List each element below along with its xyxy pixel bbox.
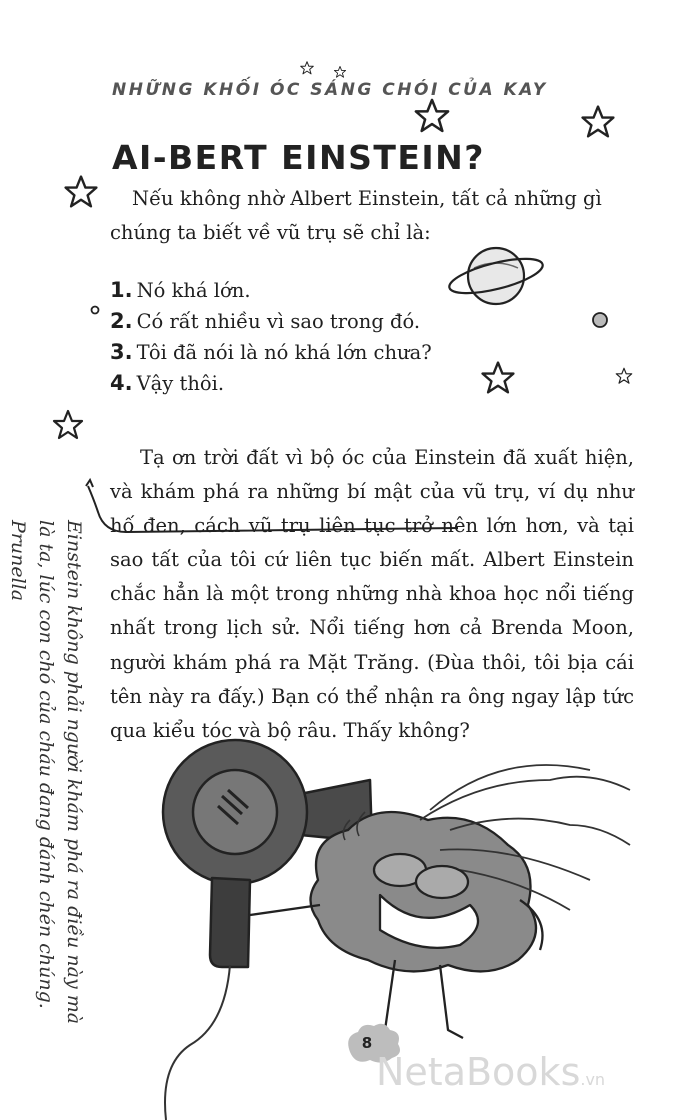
page-title: AI-BERT EINSTEIN?: [112, 138, 485, 177]
intro-paragraph: Nếu không nhờ Albert Einstein, tất cả những gì chúng ta biết về vũ trụ sẽ chỉ là:: [110, 187, 602, 244]
list-item: [110, 309, 530, 340]
star-icon: [301, 62, 314, 74]
star-icon: [583, 107, 614, 137]
numbered-list: [110, 278, 530, 402]
list-text: Vậy thôi.: [136, 372, 225, 395]
list-text: Có rất nhiều vì sao trong đó.: [136, 310, 421, 333]
running-header: NHỮNG KHỐI ÓC SÁNG CHÓI CỦA KAY: [112, 80, 548, 100]
page-number: 8: [361, 1034, 373, 1052]
list-text: Tôi đã nói là nó khá lớn chưa?: [136, 341, 432, 364]
list-text: Nó khá lớn.: [136, 279, 251, 302]
star-icon: [616, 368, 631, 383]
small-planet-icon: [593, 313, 607, 327]
body-paragraph: Tạ ơn trời đất vì bộ óc của Einstein đã xuất hiện, và khám phá ra những bí mật của vũ trụ, ví dụ như hố đen, cách vũ trụ liên tục trở nên lớn hơn, và tại sao tất của tôi cứ liên tục biến mất. Albert Einstein chắc hẳn là một trong những nhà khoa học nổi tiếng nhất trong lịch sử. Nổi tiếng hơn cả Brenda Moon, người khám phá ra Mặt Trăng. (Đùa thôi, tôi bịa cái tên này ra đấy.) Bạn có thể nhận ra ông ngay lập tức qua kiểu tóc và bộ râu. Thấy không?: [110, 446, 634, 742]
sidenote-text: Einstein không phải người khám phá ra điều này mà là ta, lúc con chó của cháu đang đánh chén chúng. Prunella: [7, 520, 85, 1025]
handwritten-sidenote: [0, 520, 88, 1040]
list-number: 1.: [110, 278, 133, 302]
dot-icon: [92, 307, 99, 314]
list-number: 2.: [110, 309, 133, 333]
list-number: 4.: [110, 371, 133, 395]
list-item: [110, 371, 530, 402]
list-number: 3.: [110, 340, 133, 364]
star-icon: [334, 66, 345, 77]
star-icon: [66, 177, 97, 207]
watermark: [376, 1050, 605, 1094]
list-item: [110, 340, 530, 371]
watermark-suffix: .vn: [580, 1070, 606, 1089]
watermark-brand: NetaBooks: [376, 1050, 581, 1094]
star-icon: [54, 411, 82, 438]
list-item: [110, 278, 530, 309]
star-icon: [416, 100, 448, 131]
